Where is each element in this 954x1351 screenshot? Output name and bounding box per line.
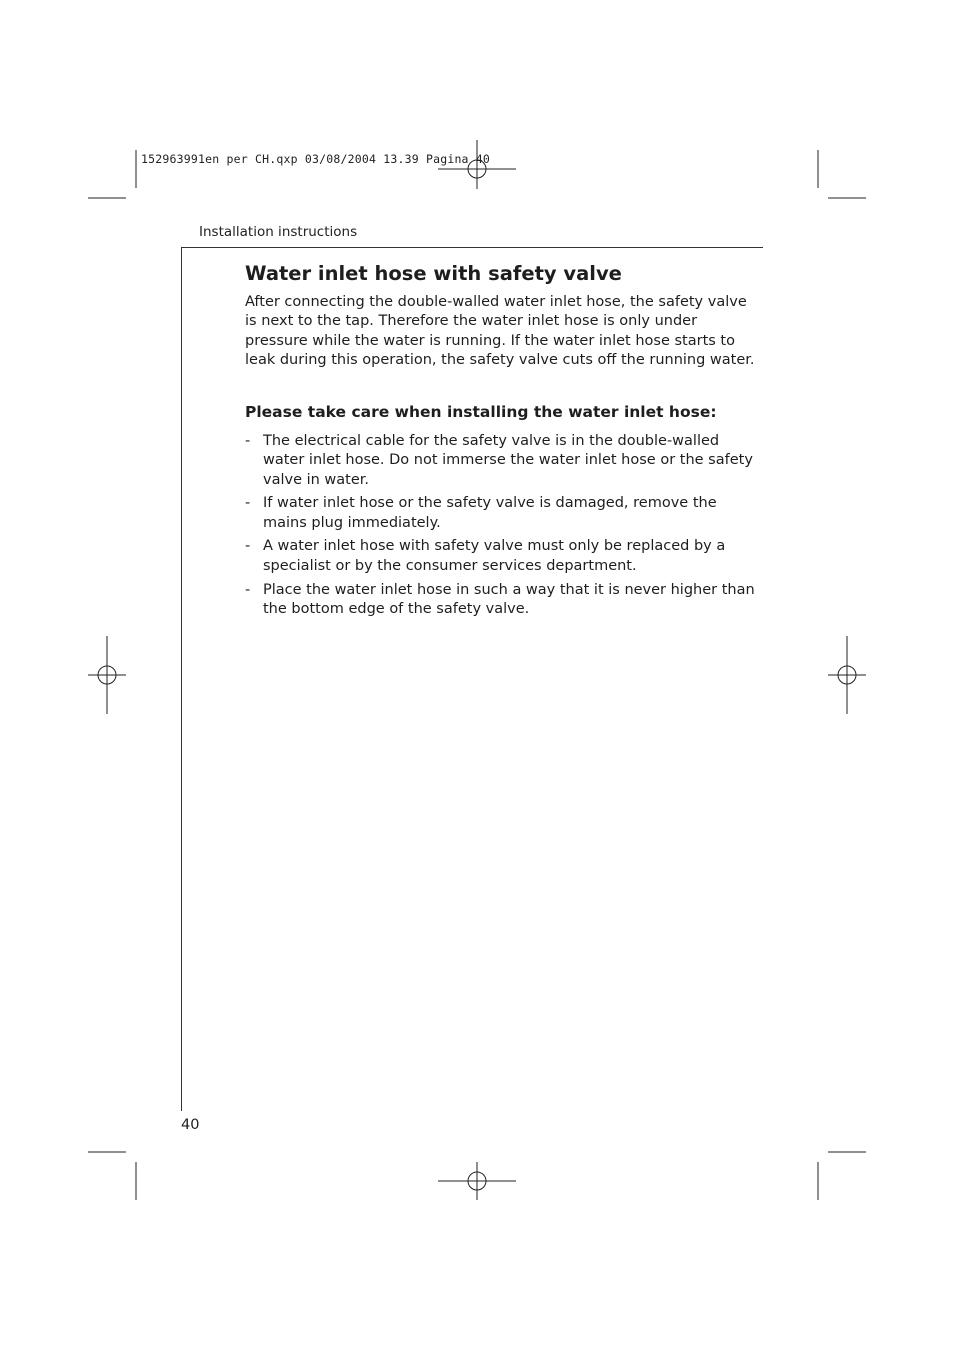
print-slug: 152963991en per CH.qxp 03/08/2004 13.39 Pagina 40 [141,152,491,166]
page-title: Water inlet hose with safety valve [245,262,622,285]
bullet-dash: - [245,433,251,449]
page-number: 40 [181,1117,200,1133]
bullet-list [245,432,755,624]
intro-paragraph: After connecting the double-walled water inlet hose, the safety valve is next to the tap. Therefore the water inlet hose is only under pressure while the water is running. If the water inlet hose starts to leak during this operation, the safety valve cuts off the running water. [245,294,755,368]
list-item [245,581,755,620]
list-item [245,537,755,576]
list-item [245,494,755,533]
list-item-text: The electrical cable for the safety valve is in the double-walled water inlet hose. Do not immerse the water inlet hose or the safety valve in water. [263,433,753,488]
bullet-dash: - [245,495,251,512]
bullet-dash: - [245,538,251,555]
list-item-text: Place the water inlet hose in such a way that it is never higher than the bottom edge of the safety valve. [263,581,755,617]
header-rule [181,247,763,248]
subheading: Please take care when installing the water inlet hose: [245,403,717,421]
list-item-text: A water inlet hose with safety valve must only be replaced by a specialist or by the consumer services department. [263,538,726,574]
bullet-dash: - [245,581,251,598]
section-header: Installation instructions [199,224,358,240]
margin-rule [181,247,182,1111]
list-item-text: If water inlet hose or the safety valve is damaged, remove the mains plug immediately. [263,495,717,531]
list-item [245,432,755,490]
